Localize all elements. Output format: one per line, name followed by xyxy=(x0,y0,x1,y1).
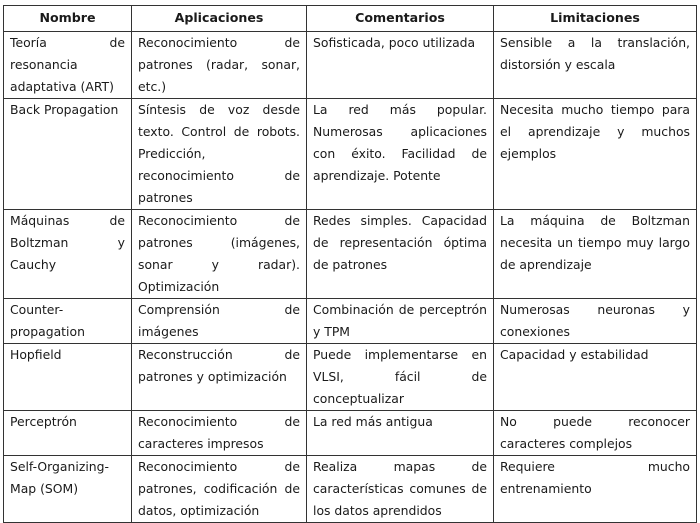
table-row xyxy=(4,210,697,299)
cell-aplicaciones: Reconocimiento de patrones (imágenes, sonar y radar). Optimización xyxy=(132,210,307,299)
cell-aplicaciones: Síntesis de voz desde texto. Control de robots. Predicción, reconocimiento de patrones xyxy=(132,99,307,210)
table-header-row xyxy=(4,6,697,32)
neural-networks-table-container xyxy=(3,5,696,523)
cell-limitaciones: La máquina de Boltzman necesita un tiempo muy largo de aprendizaje xyxy=(494,210,697,299)
header-comentarios: Comentarios xyxy=(307,6,494,32)
cell-nombre: Counter- propagation xyxy=(4,299,132,344)
cell-comentarios: La red más antigua xyxy=(307,411,494,456)
cell-nombre: Back Propagation xyxy=(4,99,132,210)
cell-limitaciones: Capacidad y estabilidad xyxy=(494,344,697,411)
cell-nombre: Máquinas de Boltzman y Cauchy xyxy=(4,210,132,299)
table-row xyxy=(4,32,697,99)
cell-limitaciones: Requiere mucho entrenamiento xyxy=(494,456,697,523)
cell-nombre: Hopfield xyxy=(4,344,132,411)
cell-comentarios: Sofisticada, poco utilizada xyxy=(307,32,494,99)
neural-networks-table xyxy=(3,5,697,523)
table-row xyxy=(4,456,697,523)
header-nombre: Nombre xyxy=(4,6,132,32)
cell-limitaciones: Sensible a la translación, distorsión y escala xyxy=(494,32,697,99)
cell-limitaciones: Necesita mucho tiempo para el aprendizaje y muchos ejemplos xyxy=(494,99,697,210)
cell-limitaciones: Numerosas neuronas y conexiones xyxy=(494,299,697,344)
cell-limitaciones: No puede reconocer caracteres complejos xyxy=(494,411,697,456)
cell-nombre: Teoría de resonancia adaptativa (ART) xyxy=(4,32,132,99)
cell-comentarios: Realiza mapas de características comunes de los datos aprendidos xyxy=(307,456,494,523)
table-row xyxy=(4,299,697,344)
cell-nombre: Self-Organizing-Map (SOM) xyxy=(4,456,132,523)
cell-comentarios: Combinación de perceptrón y TPM xyxy=(307,299,494,344)
cell-aplicaciones: Comprensión de imágenes xyxy=(132,299,307,344)
cell-aplicaciones: Reconocimiento de caracteres impresos xyxy=(132,411,307,456)
header-aplicaciones: Aplicaciones xyxy=(132,6,307,32)
table-row xyxy=(4,99,697,210)
cell-comentarios: La red más popular. Numerosas aplicaciones con éxito. Facilidad de aprendizaje. Potente xyxy=(307,99,494,210)
cell-comentarios: Redes simples. Capacidad de representación óptima de patrones xyxy=(307,210,494,299)
header-limitaciones: Limitaciones xyxy=(494,6,697,32)
cell-aplicaciones: Reconstrucción de patrones y optimización xyxy=(132,344,307,411)
table-row xyxy=(4,411,697,456)
cell-comentarios: Puede implementarse en VLSI, fácil de conceptualizar xyxy=(307,344,494,411)
cell-aplicaciones: Reconocimiento de patrones (radar, sonar, etc.) xyxy=(132,32,307,99)
cell-nombre: Perceptrón xyxy=(4,411,132,456)
cell-aplicaciones: Reconocimiento de patrones, codificación de datos, optimización xyxy=(132,456,307,523)
table-row xyxy=(4,344,697,411)
